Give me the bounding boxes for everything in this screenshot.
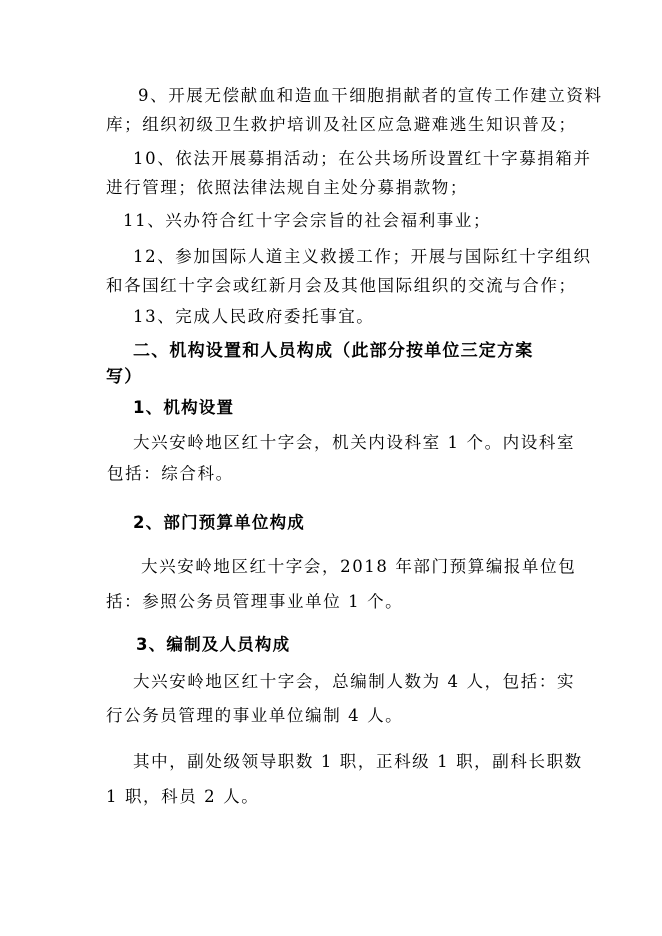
section-heading-line-1: 二、机构设置和人员构成（此部分按单位三定方案: [133, 341, 534, 361]
subsection-1-line-2: 包括：综合科。: [107, 464, 234, 483]
item-9-line-2: 库；组织初级卫生救护培训及社区应急避难逃生知识普及；: [106, 115, 577, 134]
item-13-line-1: 13、完成人民政府委托事宜。: [133, 307, 375, 326]
section-heading-line-2: 写）: [106, 367, 143, 387]
subsection-2-heading: 2、部门预算单位构成: [133, 513, 305, 532]
subsection-1-heading: 1、机构设置: [133, 398, 235, 417]
subsection-2-line-1: 大兴安岭地区红十字会，2018 年部门预算编报单位包: [141, 557, 577, 576]
item-11-line-1: 11、兴办符合红十字会宗旨的社会福利事业；: [123, 211, 492, 230]
item-12-line-2: 和各国红十字会或红新月会及其他国际组织的交流与合作；: [106, 276, 577, 295]
subsection-1-line-1: 大兴安岭地区红十字会，机关内设科室 1 个。内设科室: [133, 433, 576, 452]
subsection-3-line-2: 行公务员管理的事业单位编制 4 人。: [106, 706, 404, 725]
item-10-line-2: 进行管理；依照法律法规自主处分募捐款物；: [106, 178, 468, 197]
item-12-line-1: 12、参加国际人道主义救援工作；开展与国际红十字组织: [133, 247, 592, 266]
subsection-3-heading: 3、编制及人员构成: [136, 635, 291, 654]
subsection-3-line-3: 其中，副处级领导职数 1 职，正科级 1 职，副科长职数: [133, 752, 583, 771]
subsection-2-line-2: 括：参照公务员管理事业单位 1 个。: [106, 592, 404, 611]
subsection-3-line-1: 大兴安岭地区红十字会，总编制人数为 4 人，包括：实: [133, 672, 576, 691]
subsection-3-line-4: 1 职，科员 2 人。: [106, 787, 260, 806]
item-9-line-1: 9、开展无偿献血和造血干细胞捐献者的宣传工作建立资料: [138, 86, 603, 105]
item-10-line-1: 10、依法开展募捐活动；在公共场所设置红十字募捐箱并: [133, 149, 592, 168]
